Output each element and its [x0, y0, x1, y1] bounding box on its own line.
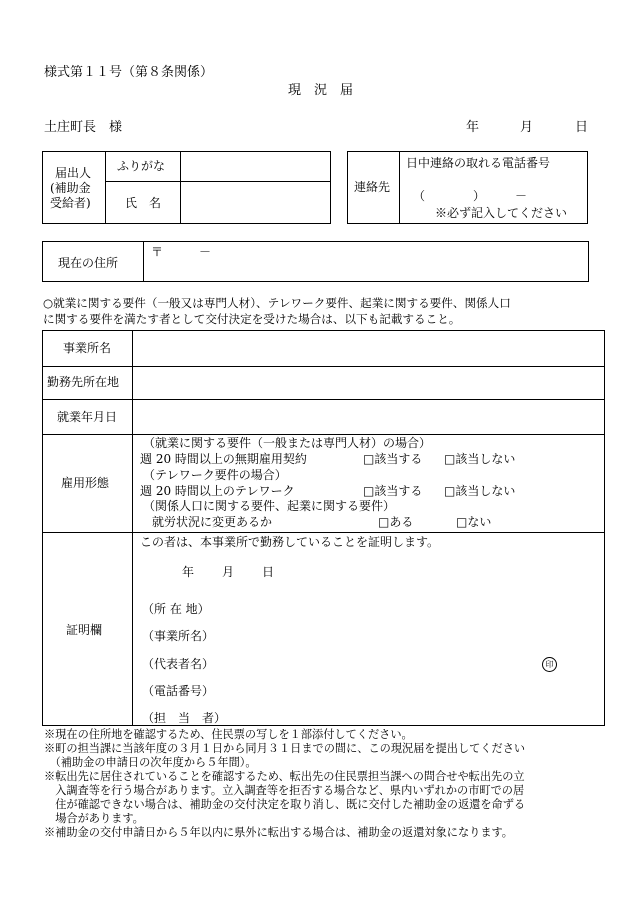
requirement-note-line-1: ○就業に関する要件（一般又は専門人材）、テレワーク要件、起業に関する要件、関係人口 [43, 296, 511, 310]
date-year: 年 [466, 120, 480, 135]
addressee: 土庄町長 様 [44, 120, 123, 135]
office-name-label: 事業所名 [63, 341, 112, 355]
checkbox-applicable-2[interactable]: □該当する [363, 484, 423, 498]
certificate-office-label: （事業所名） [142, 629, 215, 643]
name-field[interactable] [182, 183, 329, 222]
seal-icon: 印 [542, 657, 557, 672]
checkbox-yes[interactable]: □ある [378, 515, 414, 529]
phone-field[interactable] [401, 172, 586, 204]
note-2: ※町の担当課に当該年度の３月１日から同月３１日までの間に、この現況届を提出してください [44, 742, 526, 755]
name-label: 氏 名 [125, 196, 162, 210]
note-7: 場合があります。 [44, 812, 144, 825]
date-day: 日 [575, 120, 589, 135]
note-8: ※補助金の交付申請日から５年以内に県外に転出する場合は、補助金の返還対象になります。 [44, 826, 513, 839]
certificate-phone-label: （電話番号） [142, 684, 215, 698]
phone-label: 日中連絡の取れる電話番号 [406, 156, 551, 170]
note-1: ※現在の住所地を確認するため、住民票の写しを１部添付してください。 [44, 728, 413, 741]
employment-date-label: 就業年月日 [57, 410, 118, 424]
certificate-date-month: 月 [222, 565, 235, 579]
employment-type-line-3: （テレワーク要件の場合） [143, 468, 287, 482]
workplace-address-field[interactable] [134, 368, 603, 397]
note-3: （補助金の申請日の次年度から５年間）。 [44, 756, 257, 769]
note-5: 入調査等を行う場合があります。立入調査等を拒否する場合など、県内いずれかの市町での居 [44, 784, 525, 797]
phone-format: （ ） － [413, 189, 528, 203]
checkbox-not-applicable-1[interactable]: □該当しない [444, 452, 516, 466]
employment-type-line-1: （就業に関する要件（一般または専門人材）の場合） [143, 436, 432, 450]
certificate-person-label: （担 当 者） [142, 711, 227, 725]
office-name-field[interactable] [134, 332, 603, 364]
employment-type-line-2: 週 20 時間以上の無期雇用契約 [140, 452, 307, 466]
date-month: 月 [520, 120, 534, 135]
postal-code: 〒 － [151, 245, 212, 259]
checkbox-no[interactable]: □ない [456, 515, 492, 529]
employment-type-line-4: 週 20 時間以上のテレワーク [140, 484, 295, 498]
certificate-representative-label: （代表者名） [142, 657, 215, 671]
certificate-location-label: （所 在 地） [142, 602, 210, 616]
employment-type-line-5: （関係人口に関する要件、起業に関する要件） [143, 499, 396, 513]
workplace-address-label: 勤務先所在地 [47, 375, 120, 389]
certificate-date-day: 日 [262, 565, 275, 579]
requirement-note-line-2: に関する要件を満たす者として交付決定を受けた場合は、以下も記載すること。 [43, 312, 461, 326]
employment-type-line-6: 就労状況に変更あるか [152, 515, 273, 529]
note-6: 住が確認できない場合は、補助金の交付決定を取り消し、既に交付した補助金の返還を命ずる [44, 798, 526, 811]
furigana-label: ふりがな [117, 159, 166, 173]
applicant-label-1: 届出人 [55, 166, 92, 180]
checkbox-not-applicable-2[interactable]: □該当しない [444, 484, 516, 498]
employment-type-label: 雇用形態 [61, 476, 110, 490]
certificate-label: 証明欄 [66, 623, 103, 637]
furigana-field[interactable] [182, 153, 329, 180]
form-number: 様式第１１号（第８条関係） [44, 65, 214, 80]
note-4: ※転出先に居住されていることを確認するため、転出先の住民票担当課への問合せや転出先の立 [44, 770, 525, 783]
address-label: 現在の住所 [58, 256, 119, 270]
contact-label: 連絡先 [354, 180, 391, 194]
page-title: 現 況 届 [288, 83, 354, 98]
certificate-statement: この者は、本事業所で勤務していることを証明します。 [140, 535, 440, 549]
phone-note: ※必ず記入してください [435, 206, 568, 220]
applicant-label-3: 受給者) [50, 196, 91, 210]
certificate-date-year: 年 [182, 565, 195, 579]
address-field[interactable] [145, 243, 587, 280]
applicant-label-2: (補助金 [50, 181, 91, 195]
checkbox-applicable-1[interactable]: □該当する [363, 452, 423, 466]
employment-date-field[interactable] [134, 401, 603, 432]
